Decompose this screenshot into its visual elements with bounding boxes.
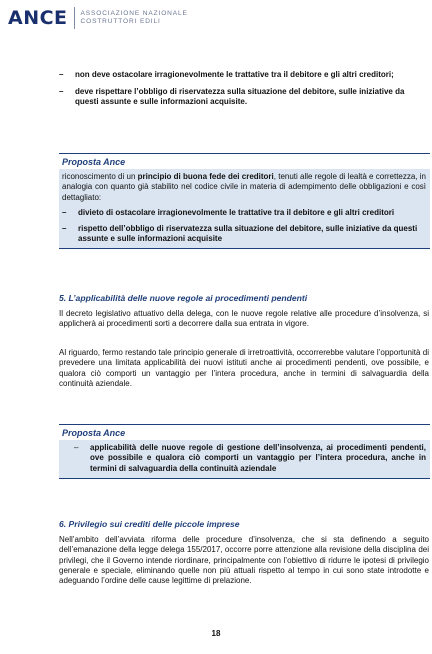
- proposal-box-1: [59, 153, 430, 249]
- proposal-intro-prefix: riconoscimento di un: [62, 172, 138, 181]
- proposal-box-body: [59, 440, 430, 478]
- list-item: [62, 224, 426, 245]
- list-item: [62, 208, 426, 218]
- proposal-box-title: Proposta Ance: [59, 154, 430, 169]
- proposal-box-body: [59, 169, 430, 248]
- list-item-text: rispetto dell’obbligo di riservatezza sulla situazione del debitore, sulle iniziative da questi assunte e sulle informazioni acquisite: [78, 223, 418, 244]
- logo-text: [81, 10, 188, 27]
- list-item: [74, 443, 426, 474]
- logo-divider: [74, 7, 75, 29]
- logo-line-1: ASSOCIAZIONE NAZIONALE: [80, 9, 188, 17]
- logo-mark: ANCE: [8, 7, 68, 29]
- section-5-paragraph-1: Il decreto legislativo attuativo della delega, con le nuove regole relative alle procedure d’insolvenza, si applicherà ai procedimenti sorti a decorrere dalla sua entrata in vigore.: [59, 309, 429, 329]
- list-item: [59, 87, 429, 108]
- proposal-box-2: [59, 424, 430, 479]
- proposal-intro: [62, 172, 426, 203]
- page-number: 18: [211, 629, 221, 638]
- logo-line-2: COSTRUTTORI EDILI: [80, 18, 161, 25]
- dash-bullet: –: [59, 70, 64, 79]
- section-6-title: 6. Privilegio sui crediti delle piccole imprese: [59, 519, 240, 529]
- ance-logo: [8, 7, 188, 29]
- dash-bullet: –: [59, 86, 64, 96]
- proposal-intro-suffix: , tenuti alle regole di lealtà e correttezza, in analogia con quanto già stabilito nel codice civile in materia di adempimento delle obbligazioni e così dettagliato:: [62, 172, 426, 202]
- section-5-title: 5. L’applicabilità delle nuove regole ai procedimenti pendenti: [59, 293, 308, 303]
- section-5-paragraph-2: Al riguardo, fermo restando tale principio generale di irretroattività, occorrerebbe valutare l’opportunità di prevedere una limitata applicabilità dei nuovi istituti anche ai procedimenti pendenti, ove possibile, e qualora ciò comporti un vantaggio per l’intera procedura, anche in termini di salvaguardia della continuità aziendale.: [59, 348, 429, 388]
- section-6-paragraph-1: Nell’ambito dell’avviata riforma delle procedure d’insolvenza, che si sta definendo a seguito dell’emanazione della legge delega 155/2017, occorre porre attenzione alla revisione della disciplina dei privilegi, che il Governo intende riordinare, principalmente con l’obiettivo di ridurre le ipotesi di privilegio generale e speciale, eliminando quelle non più attuali rispetto al tempo in cui sono state introdotte e adeguando l’ordine delle cause legittime di prelazione.: [59, 535, 429, 586]
- dash-bullet: –: [62, 208, 67, 218]
- list-item-text: non deve ostacolare irragionevolmente le trattative tra il debitore e gli altri creditori;: [75, 70, 394, 79]
- proposal-intro-bold: principio di buona fede dei creditori: [137, 172, 274, 181]
- list-item-text: , ove possibile e qualora ciò comporti un vantaggio per l’intera procedura, anche in termini di salvaguardia della continuità aziendale: [90, 443, 426, 473]
- dash-bullet: –: [74, 443, 79, 452]
- proposal-box-title: Proposta Ance: [59, 425, 430, 440]
- intro-list: [59, 70, 429, 108]
- dash-bullet: –: [62, 223, 67, 233]
- list-item-bold: applicabilità delle nuove regole di gestione dell’insolvenza, ai procedimenti pendenti: [90, 443, 424, 452]
- list-item: [59, 70, 429, 81]
- list-item-text: divieto di ostacolare irragionevolmente le trattative tra il debitore e gli altri creditori: [78, 208, 395, 218]
- list-item-text: deve rispettare l’obbligo di riservatezza sulla situazione del debitore, sulle iniziative da questi assunte e sulle informazioni acquisite.: [75, 86, 405, 106]
